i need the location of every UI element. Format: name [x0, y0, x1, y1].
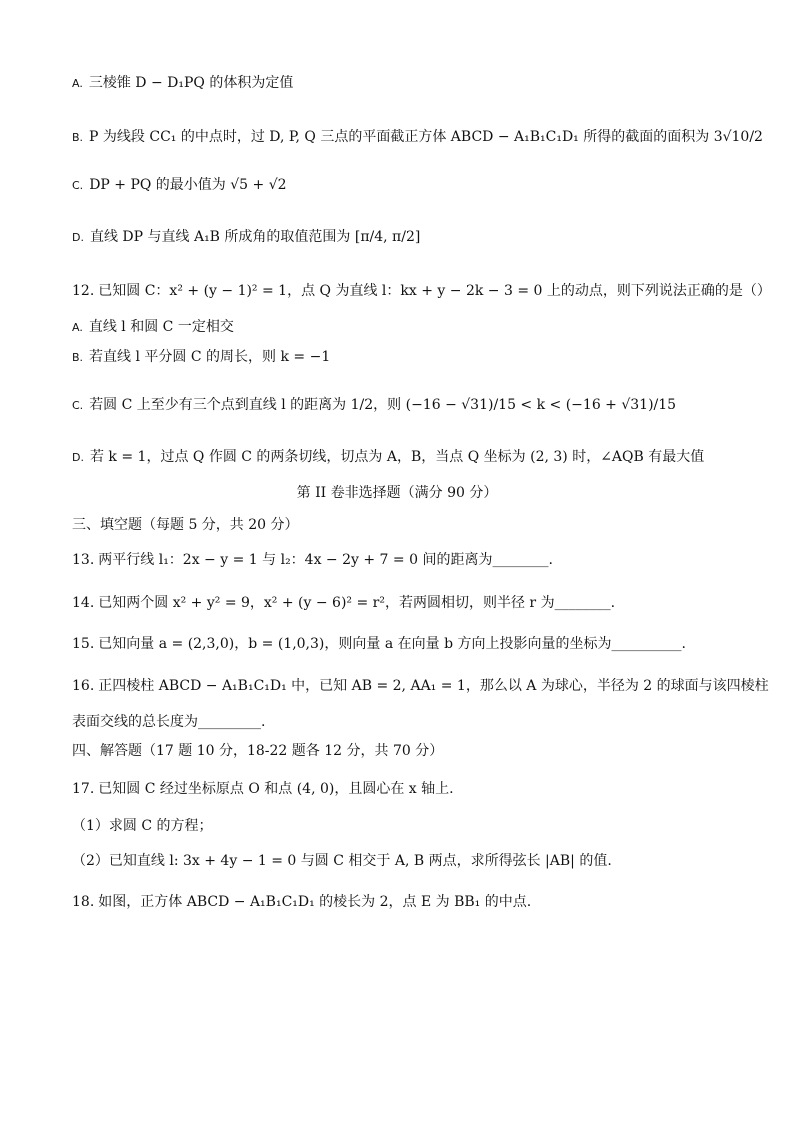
question-18 [72, 891, 754, 913]
option-text: 直线 l 和圆 C 一定相交 [88, 319, 234, 335]
question-14 [72, 592, 754, 614]
question-16 [72, 675, 769, 697]
question-number: 13. [72, 552, 95, 568]
option-12a [72, 316, 754, 339]
option-label: B. [72, 131, 84, 144]
question-number: 16. [72, 678, 95, 694]
question-text: 正四棱柱 ABCD − A₁B₁C₁D₁ 中，已知 AB = 2, AA₁ = 1，那么以 A 为球心，半径为 2 的球面与该四棱柱 [98, 678, 769, 694]
section-heading-text: 三、填空题（每题 5 分，共 20 分） [72, 517, 299, 533]
option-label: A. [72, 321, 83, 334]
question-17 [72, 778, 754, 800]
question-17-part2 [72, 850, 754, 872]
section-fill-blank [72, 514, 754, 536]
option-11d [72, 212, 754, 263]
question-17-part1 [72, 815, 754, 837]
question-text: 已知圆 C 经过坐标原点 O 和点 (4, 0)，且圆心在 x 轴上. [98, 781, 454, 797]
section-title-text: 第 II 卷非选择题（满分 90 分） [296, 485, 498, 501]
question-text: 两平行线 l₁：2x − y = 1 与 l₂：4x − 2y + 7 = 0 间的距离为________. [98, 552, 553, 568]
option-label: C. [72, 179, 84, 192]
option-label: B. [72, 351, 84, 364]
section-title-part2 [0, 482, 794, 504]
question-number: 15. [72, 636, 95, 652]
question-15 [72, 633, 754, 655]
option-12c [72, 380, 754, 431]
question-number: 12. [72, 283, 95, 299]
question-13 [72, 549, 754, 571]
option-11a [72, 72, 754, 95]
question-text: 已知向量 a = (2,3,0)，b = (1,0,3)，则向量 a 在向量 b 方向上投影向量的坐标为__________. [98, 636, 686, 652]
sub-question-text: （2）已知直线 l: 3x + 4y − 1 = 0 与圆 C 相交于 A, B 两点，求所得弦长 |AB| 的值. [72, 853, 612, 869]
option-text: 若圆 C 上至少有三个点到直线 l 的距离为 1/2，则 (−16 − √31)/15 < k < (−16 + √31)/15 [89, 397, 677, 413]
question-number: 14. [72, 595, 95, 611]
option-text: 若直线 l 平分圆 C 的周长，则 k = −1 [89, 349, 331, 365]
section-answer [72, 740, 754, 762]
question-number: 17. [72, 781, 95, 797]
option-label: C. [72, 399, 84, 412]
option-text: 三棱锥 D − D₁PQ 的体积为定值 [88, 75, 294, 91]
question-text: 已知圆 C：x² + (y − 1)² = 1，点 Q 为直线 l：kx + y − 2k − 3 = 0 上的动点，则下列说法正确的是（） [98, 283, 771, 299]
option-text: P 为线段 CC₁ 的中点时，过 D, P, Q 三点的平面截正方体 ABCD − A₁B₁C₁D₁ 所得的截面的面积为 3√10/2 [89, 129, 763, 145]
question-text: 已知两个圆 x² + y² = 9，x² + (y − 6)² = r²，若两圆相切，则半径 r 为________. [98, 595, 616, 611]
option-text: DP + PQ 的最小值为 √5 + √2 [89, 177, 287, 193]
option-text: 直线 DP 与直线 A₁B 所成角的取值范围为 [π/4, π/2] [89, 229, 421, 245]
question-12 [72, 280, 771, 302]
option-label: D. [72, 451, 84, 464]
section-heading-text: 四、解答题（17 题 10 分，18-22 题各 12 分，共 70 分） [72, 743, 444, 759]
option-label: A. [72, 77, 83, 90]
option-text: 若 k = 1，过点 Q 作圆 C 的两条切线，切点为 A，B，当点 Q 坐标为 (2, 3) 时，∠AQB 有最大值 [89, 449, 705, 465]
question-text: 如图，正方体 ABCD − A₁B₁C₁D₁ 的棱长为 2，点 E 为 BB₁ 的中点. [98, 894, 532, 910]
question-number: 18. [72, 894, 95, 910]
option-12d [72, 446, 754, 469]
option-label: D. [72, 231, 84, 244]
option-12b [72, 346, 754, 369]
question-16-continued [72, 711, 754, 733]
sub-question-text: （1）求圆 C 的方程； [72, 818, 213, 834]
option-11c [72, 174, 754, 197]
question-text: 表面交线的总长度为_________. [72, 714, 266, 730]
option-11b [72, 112, 763, 163]
